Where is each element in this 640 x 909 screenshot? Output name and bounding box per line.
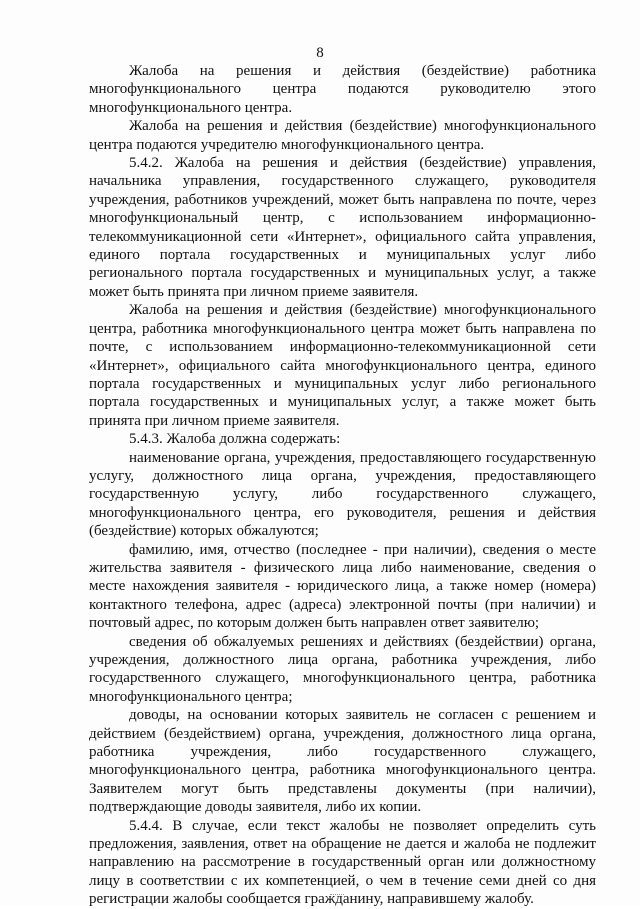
paragraph-mfc-employee-complaint: Жалоба на решения и действия (бездействие) работника многофункционального центра подаются руководителю этого многофункционального центра.: [89, 63, 596, 116]
paragraph-requirement-decisions: сведения об обжалуемых решениях и действиях (бездействии) органа, учреждения, должностного лица органа, работника учреждения, либо государственного служащего, многофункционального центра, работника многофункционального центра;: [89, 633, 596, 705]
paragraph-mfc-complaint-channels: Жалоба на решения и действия (бездействие) многофункционального центра, работника многофункционального центра может быть направлена по почте, с использованием информационно-телекоммуникационной сети «Интернет», официального сайта многофункционального центра, единого портала государственных и муниципальных услуг либо регионального портала государственных и муниципальных услуг, а также может быть принята при личном приеме заявителя.: [89, 302, 596, 429]
paragraph-requirement-arguments: доводы, на основании которых заявитель не согласен с решением и действием (бездействием) органа, учреждения, должностного лица органа, работника учреждения, либо государственного служащего, многофункционального центра, работника многофункционального центра. Заявителем могут быть представлены документы (при наличии), подтверждающие доводы заявителя, либо их копии.: [89, 707, 596, 816]
paragraph-requirement-applicant-details: фамилию, имя, отчество (последнее - при наличии), сведения о месте жительства заявителя - физического лица либо наименование, сведения о месте нахождения заявителя - юридического лица, а также номер (номера) контактного телефона, адрес (адреса) электронной почты (при наличии) и почтовый адрес, по которым должен быть направлен ответ заявителю;: [89, 541, 596, 632]
paragraph-5-4-4: 5.4.4. В случае, если текст жалобы не позволяет определить суть предложения, заявления, ответ на обращение не дается и жалоба не подлежит направлению на рассмотрение в государственный орган или должностному лицу в соответствии с их компетенцией, о чем в течение семи дней со дня регистрации жалобы сообщается гражданину, направившему жалобу.: [89, 817, 596, 908]
document-body: [89, 62, 596, 909]
page-number: 8: [316, 45, 324, 61]
paragraph-5-4-3: 5.4.3. Жалоба должна содержать:: [129, 431, 341, 448]
scan-artifact: [330, 894, 344, 898]
paragraph-5-4-2: 5.4.2. Жалоба на решения и действия (бездействие) управления, начальника управления, государственного служащего, руководителя учреждения, работников учреждений, может быть направлена по почте, через многофункциональный центр, с использованием информационно-телекоммуникационной сети «Интернет», официального сайта управления, единого портала государственных и муниципальных услуг либо регионального портала государственных и муниципальных услуг, а также может быть принята при личном приеме заявителя.: [89, 155, 596, 300]
paragraph-mfc-complaint-founder: Жалоба на решения и действия (бездействие) многофункционального центра подаются учредителю многофункционального центра.: [89, 118, 596, 153]
paragraph-requirement-name: наименование органа, учреждения, предоставляющего государственную услугу, должностного лица органа, учреждения, предоставляющего государственную услугу, либо государственного служащего, многофункционального центра, его руководителя, решения и действия (бездействие) которых обжалуются;: [89, 449, 596, 540]
